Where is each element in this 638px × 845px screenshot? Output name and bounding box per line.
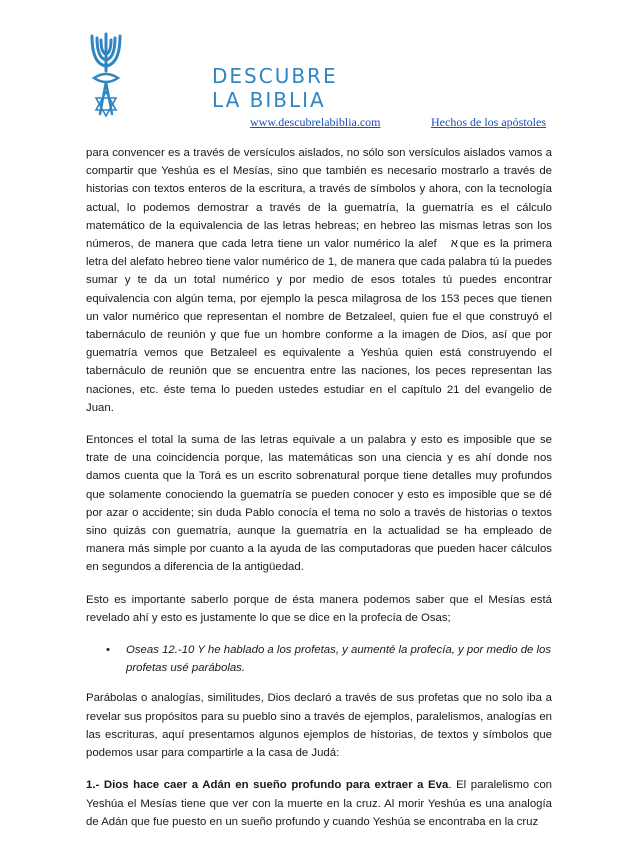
section-heading-1: 1.- Dios hace caer a Adán en sueño profundo para extraer a Eva xyxy=(86,779,449,792)
paragraph-1-end: que es la primera letra del alefato hebreo tiene valor numérico de 1, de manera que cada palabra tú la puedes sumar y te da un total numérico y por medio de esos totales tú puedes encontrar equivalencia con algún tema, por ejemplo la pesca milagrosa de los 153 peces que tienen un valor numérico que representan el nombre de Betzaleel, quien fue el que construyó el tabernáculo de reunión y que fue un hombre conforme a la imagen de Dios, así que por guematría vemos que Betzaleel es equivalente a Yeshúa quien está construyendo el tabernáculo de reunión que se encuentra entre las naciones, los peces representan las naciones, etc. éste tema lo pueden ustedes estudiar en el capítulo 21 del evangelio de Juan. xyxy=(86,238,552,414)
bullet-icon: • xyxy=(106,644,110,657)
paragraph-3: Esto es importante saberlo porque de ésta manera podemos saber que el Mesías está revelado ahí y esto es justamente lo que se dice en la profecía de Osas; xyxy=(86,593,552,624)
menorah-fish-icon xyxy=(86,26,126,126)
site-link[interactable]: www.descubrelabiblia.com xyxy=(250,115,381,129)
book-link[interactable]: Hechos de los apóstoles xyxy=(431,115,546,129)
aleph-letter: א xyxy=(450,238,458,251)
quote-list xyxy=(86,641,552,677)
paragraph-5 xyxy=(86,776,552,831)
quote-item xyxy=(106,641,552,677)
document-body xyxy=(86,144,552,845)
logo-line-2: LA BIBLIA xyxy=(212,88,326,112)
header-links xyxy=(0,115,638,131)
logo-line-1: DESCUBRE xyxy=(212,64,338,88)
logo-text xyxy=(212,64,338,112)
paragraph-5-text: . El paralelismo con Yeshúa el Mesías tiene que ver con la muerte en la cruz. Al morir Yeshúa es una analogía de Adán que fue puesto en un sueño profundo y cuando Yeshúa se encontraba en la cruz xyxy=(86,779,552,828)
paragraph-1 xyxy=(86,144,552,417)
paragraph-2: Entonces el total la suma de las letras equivale a un palabra y esto es imposible que se trate de una coincidencia porque, las matemáticas son una ciencia y es ahí donde nos damos cuenta que la Torá es un escrito sobrenatural porque tiene detalles muy profundos que solamente conociendo la guematría se pueden conocer y esto es imposible que se dé por azar o accidente; sin duda Pablo conocía el tema no solo a través de historias o textos sino quizás con guematría, aunque la guematría en la actualidad se ha empleado de manera más simple por cuanto a la ayuda de las computadoras que pueden hacer cálculos en segundos a diferencia de la antigüedad. xyxy=(86,434,552,574)
quote-text: Oseas 12.-10 Y he hablado a los profetas, y aumenté la profecía, y por medio de los profetas usé parábolas. xyxy=(126,644,552,675)
paragraph-1-start: para convencer es a través de versículos aislados, no sólo son versículos aislados vamos a compartir que Yeshúa es el Mesías, sino que también es necesario mostrarlo a través de historias con textos enteros de la escritura, a través de símbolos y ahora, con la tecnología actual, lo podemos demostrar a través de la guematría, la guematría es el cálculo matemático de la equivalencia de las letras hebreas; en hebreo las mismas letras son los números, de manera que cada letra tiene un valor numérico la alef xyxy=(86,147,552,251)
paragraph-4: Parábolas o analogías, similitudes, Dios declaró a través de sus profetas que no solo iba a revelar sus propósitos para su pueblo sino a través de ejemplos, paralelismos, analogías en las escrituras, aquí presentamos algunos ejemplos de historias, de textos y símbolos que podemos usar para compartirle a la casa de Judá: xyxy=(86,692,552,760)
